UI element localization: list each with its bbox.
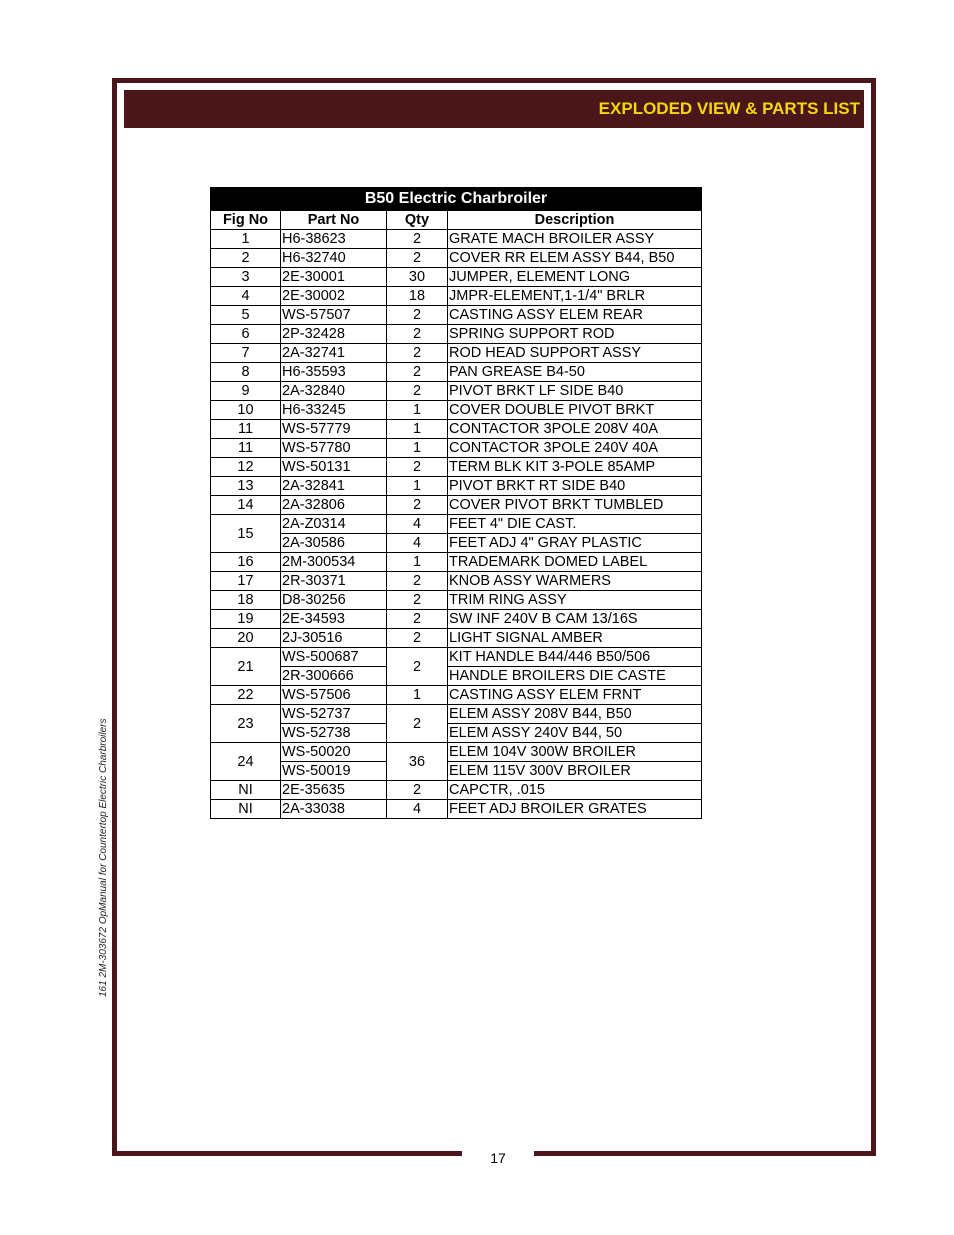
table-row [211,477,702,496]
part-no-cell: 2M-300534 [281,553,387,572]
table-row [211,781,702,800]
part-no-cell: D8-30256 [281,591,387,610]
part-no-cell: 2E-34593 [281,610,387,629]
part-no-cell: WS-52737 [281,705,387,724]
qty-cell: 30 [387,268,448,287]
table-row [211,287,702,306]
part-no-cell: WS-52738 [281,724,387,743]
qty-cell: 1 [387,553,448,572]
fig-no-cell: 14 [211,496,281,515]
description-cell: PIVOT BRKT LF SIDE B40 [448,382,702,401]
part-no-cell: WS-57507 [281,306,387,325]
qty-cell: 2 [387,344,448,363]
parts-table-body [211,230,702,819]
description-cell: SPRING SUPPORT ROD [448,325,702,344]
fig-no-cell: 2 [211,249,281,268]
table-row [211,648,702,667]
qty-cell: 2 [387,648,448,686]
table-row [211,686,702,705]
fig-no-cell: 20 [211,629,281,648]
table-row [211,344,702,363]
fig-no-cell: 23 [211,705,281,743]
part-no-cell: WS-57779 [281,420,387,439]
fig-no-cell: 17 [211,572,281,591]
table-row [211,249,702,268]
part-no-cell: 2A-32840 [281,382,387,401]
description-cell: TERM BLK KIT 3-POLE 85AMP [448,458,702,477]
description-cell: FEET ADJ 4" GRAY PLASTIC [448,534,702,553]
table-row [211,363,702,382]
description-cell: PIVOT BRKT RT SIDE B40 [448,477,702,496]
qty-cell: 2 [387,249,448,268]
column-header-part-no: Part No [281,211,387,230]
description-cell: JMPR-ELEMENT,1-1/4" BRLR [448,287,702,306]
description-cell: FEET 4" DIE CAST. [448,515,702,534]
page-number: 17 [490,1150,506,1166]
description-cell: TRADEMARK DOMED LABEL [448,553,702,572]
section-title: EXPLODED VIEW & PARTS LIST [598,99,860,118]
table-row [211,401,702,420]
description-cell: CAPCTR, .015 [448,781,702,800]
qty-cell: 1 [387,420,448,439]
fig-no-cell: 7 [211,344,281,363]
part-no-cell: 2A-32741 [281,344,387,363]
description-cell: ELEM 115V 300V BROILER [448,762,702,781]
part-no-cell: 2A-33038 [281,800,387,819]
qty-cell: 4 [387,515,448,534]
qty-cell: 2 [387,230,448,249]
part-no-cell: H6-35593 [281,363,387,382]
qty-cell: 2 [387,382,448,401]
fig-no-cell: 11 [211,420,281,439]
fig-no-cell: 8 [211,363,281,382]
table-row [211,496,702,515]
table-caption: B50 Electric Charbroiler [211,188,702,211]
description-cell: KIT HANDLE B44/446 B50/506 [448,648,702,667]
description-cell: KNOB ASSY WARMERS [448,572,702,591]
fig-no-cell: NI [211,800,281,819]
fig-no-cell: 18 [211,591,281,610]
qty-cell: 1 [387,401,448,420]
description-cell: CONTACTOR 3POLE 208V 40A [448,420,702,439]
table-row [211,762,702,781]
description-cell: ELEM ASSY 240V B44, 50 [448,724,702,743]
part-no-cell: 2A-32841 [281,477,387,496]
fig-no-cell: 11 [211,439,281,458]
part-no-cell: H6-38623 [281,230,387,249]
qty-cell: 1 [387,477,448,496]
table-row [211,743,702,762]
fig-no-cell: 9 [211,382,281,401]
qty-cell: 1 [387,686,448,705]
fig-no-cell: 1 [211,230,281,249]
fig-no-cell: 10 [211,401,281,420]
qty-cell: 2 [387,629,448,648]
description-cell: GRATE MACH BROILER ASSY [448,230,702,249]
table-row [211,230,702,249]
fig-no-cell: 19 [211,610,281,629]
fig-no-cell: 24 [211,743,281,781]
part-no-cell: WS-50131 [281,458,387,477]
part-no-cell: WS-57780 [281,439,387,458]
part-no-cell: 2A-30586 [281,534,387,553]
fig-no-cell: 21 [211,648,281,686]
part-no-cell: 2R-300666 [281,667,387,686]
table-row [211,382,702,401]
description-cell: COVER DOUBLE PIVOT BRKT [448,401,702,420]
qty-cell: 18 [387,287,448,306]
fig-no-cell: 5 [211,306,281,325]
table-row [211,325,702,344]
description-cell: ELEM 104V 300W BROILER [448,743,702,762]
table-row [211,439,702,458]
part-no-cell: 2E-35635 [281,781,387,800]
section-header [124,90,864,128]
part-no-cell: WS-500687 [281,648,387,667]
document-reference: 161 2M-303672 OpManual for Countertop Electric Charbroilers [98,718,109,997]
part-no-cell: WS-57506 [281,686,387,705]
qty-cell: 2 [387,572,448,591]
part-no-cell: 2R-30371 [281,572,387,591]
description-cell: PAN GREASE B4-50 [448,363,702,382]
table-row [211,705,702,724]
table-row [211,420,702,439]
qty-cell: 2 [387,781,448,800]
description-cell: JUMPER, ELEMENT LONG [448,268,702,287]
fig-no-cell: 6 [211,325,281,344]
table-row [211,268,702,287]
part-no-cell: 2J-30516 [281,629,387,648]
part-no-cell: 2P-32428 [281,325,387,344]
column-header-description: Description [448,211,702,230]
table-row [211,629,702,648]
fig-no-cell: NI [211,781,281,800]
qty-cell: 2 [387,363,448,382]
description-cell: CONTACTOR 3POLE 240V 40A [448,439,702,458]
table-row [211,591,702,610]
part-no-cell: 2A-Z0314 [281,515,387,534]
part-no-cell: 2A-32806 [281,496,387,515]
table-row [211,553,702,572]
part-no-cell: WS-50019 [281,762,387,781]
qty-cell: 2 [387,458,448,477]
table-row [211,572,702,591]
description-cell: CASTING ASSY ELEM REAR [448,306,702,325]
description-cell: FEET ADJ BROILER GRATES [448,800,702,819]
description-cell: HANDLE BROILERS DIE CASTE [448,667,702,686]
table-row [211,458,702,477]
column-header-qty: Qty [387,211,448,230]
qty-cell: 1 [387,439,448,458]
table-row [211,610,702,629]
qty-cell: 2 [387,496,448,515]
table-row [211,724,702,743]
qty-cell: 36 [387,743,448,781]
description-cell: ROD HEAD SUPPORT ASSY [448,344,702,363]
qty-cell: 4 [387,800,448,819]
description-cell: COVER RR ELEM ASSY B44, B50 [448,249,702,268]
fig-no-cell: 12 [211,458,281,477]
fig-no-cell: 3 [211,268,281,287]
qty-cell: 2 [387,705,448,743]
description-cell: LIGHT SIGNAL AMBER [448,629,702,648]
fig-no-cell: 22 [211,686,281,705]
column-header-fig-no: Fig No [211,211,281,230]
qty-cell: 4 [387,534,448,553]
qty-cell: 2 [387,325,448,344]
description-cell: COVER PIVOT BRKT TUMBLED [448,496,702,515]
description-cell: ELEM ASSY 208V B44, B50 [448,705,702,724]
table-row [211,306,702,325]
description-cell: SW INF 240V B CAM 13/16S [448,610,702,629]
description-cell: CASTING ASSY ELEM FRNT [448,686,702,705]
part-no-cell: 2E-30002 [281,287,387,306]
part-no-cell: WS-50020 [281,743,387,762]
description-cell: TRIM RING ASSY [448,591,702,610]
table-row [211,515,702,534]
table-row [211,800,702,819]
qty-cell: 2 [387,306,448,325]
table-row [211,534,702,553]
fig-no-cell: 4 [211,287,281,306]
table-row [211,667,702,686]
part-no-cell: H6-33245 [281,401,387,420]
fig-no-cell: 13 [211,477,281,496]
qty-cell: 2 [387,591,448,610]
fig-no-cell: 15 [211,515,281,553]
fig-no-cell: 16 [211,553,281,572]
part-no-cell: 2E-30001 [281,268,387,287]
part-no-cell: H6-32740 [281,249,387,268]
qty-cell: 2 [387,610,448,629]
parts-table [210,187,702,819]
